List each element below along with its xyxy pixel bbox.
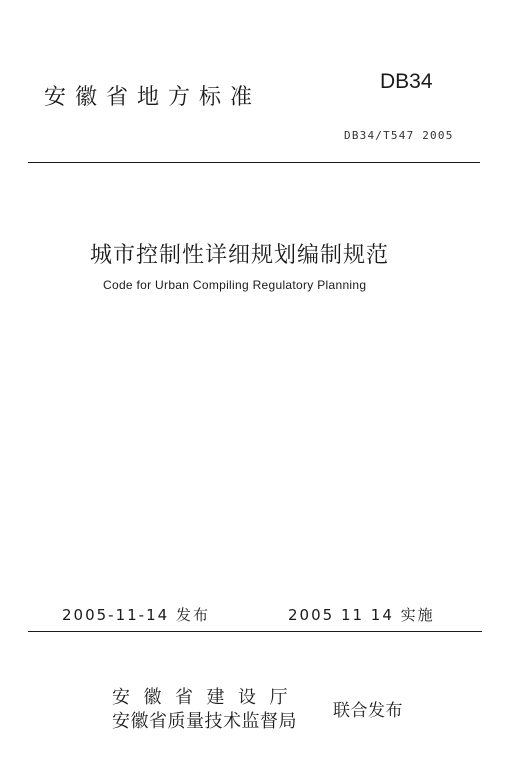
header-divider bbox=[28, 162, 480, 163]
document-title-chinese: 城市控制性详细规划编制规范 bbox=[90, 243, 390, 268]
issuer-construction-department: 安徽省建设厅 bbox=[112, 687, 301, 708]
issuer-quality-supervision-bureau: 安徽省质量技术监督局 bbox=[112, 711, 297, 732]
footer-divider bbox=[28, 631, 482, 632]
document-title-english: Code for Urban Compiling Regulatory Planning bbox=[103, 278, 367, 292]
joint-release-label: 联合发布 bbox=[333, 701, 403, 721]
standard-number: DB34/T547 2005 bbox=[344, 129, 454, 142]
standard-type-label: 安徽省地方标准 bbox=[44, 85, 262, 110]
issue-date: 2005-11-14 发布 bbox=[62, 606, 210, 624]
standard-code: DB34 bbox=[380, 70, 433, 93]
implementation-date: 2005 11 14 实施 bbox=[288, 606, 435, 624]
